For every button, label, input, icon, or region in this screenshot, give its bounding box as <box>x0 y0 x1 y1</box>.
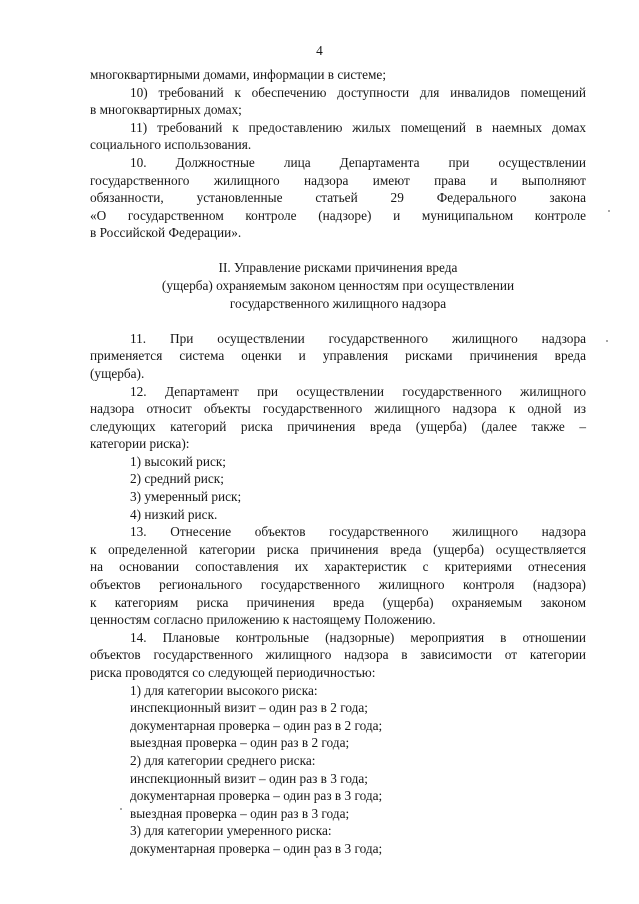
text-line: к категориям риска причинения вреда (ущерба) охраняемым законом <box>90 594 586 610</box>
document-body <box>90 66 586 858</box>
scan-speck <box>606 340 608 342</box>
paragraph-p12 <box>90 383 586 524</box>
paragraph-p11b <box>90 330 586 383</box>
text-line: 10. Должностные лица Департамента при осуществлении <box>130 154 586 170</box>
scan-speck <box>316 856 318 858</box>
text-line: риска проводятся со следующей периодичностью: <box>90 665 376 680</box>
text-line: 3) умеренный риск; <box>130 489 242 505</box>
text-line: 2) средний риск; <box>130 471 224 487</box>
section-heading-line: (ущерба) охраняемым законом ценностям при осуществлении <box>161 278 515 294</box>
spacer <box>90 242 586 260</box>
text-line: следующих категорий риска причинения вреда (ущерба) (далее также – <box>90 418 586 434</box>
text-line: ценностям согласно приложению к настоящему Положению. <box>90 612 436 628</box>
section-heading <box>90 259 586 312</box>
scan-speck <box>120 808 122 810</box>
text-line: 1) для категории высокого риска: <box>130 682 318 698</box>
text-line: в многоквартирных домах; <box>90 102 242 118</box>
text-line: 13. Отнесение объектов государственного жилищного надзора <box>130 524 586 540</box>
text-line: применяется система оценки и управления рисками причинения вреда <box>90 348 586 364</box>
paragraph-p10 <box>90 84 586 119</box>
text-line: 11) требований к предоставлению жилых помещений в наемных домах <box>130 119 586 135</box>
text-line: «О государственном контроле (надзоре) и муниципальном контроле <box>90 207 586 223</box>
page-number: 4 <box>316 43 323 58</box>
text-line: к определенной категории риска причинения вреда (ущерба) осуществляется <box>90 541 586 557</box>
text-line: документарная проверка – один раз в 2 года; <box>130 717 383 733</box>
text-line: 14. Плановые контрольные (надзорные) мероприятия в отношении <box>130 629 586 645</box>
scan-speck <box>608 210 610 212</box>
text-line: 10) требований к обеспечению доступности для инвалидов помещений <box>130 84 586 100</box>
text-line: 11. При осуществлении государственного жилищного надзора <box>130 330 586 346</box>
text-line: 12. Департамент при осуществлении государственного жилищного <box>130 383 586 399</box>
spacer <box>90 312 586 330</box>
text-line: 3) для категории умеренного риска: <box>130 823 332 839</box>
paragraph-p11 <box>90 119 586 154</box>
text-line: объектов государственного жилищного надзора в зависимости от категории <box>90 647 586 663</box>
text-line: надзора относит объекты государственного жилищного надзора к одной из <box>90 401 586 417</box>
text-line: объектов регионального государственного жилищного контроля (надзора) <box>90 577 586 593</box>
text-line: 1) высокий риск; <box>130 453 226 469</box>
text-line: инспекционный визит – один раз в 3 года; <box>130 770 369 786</box>
text-line: 4) низкий риск. <box>130 506 218 522</box>
text-line: многоквартирными домами, информации в системе; <box>90 67 387 82</box>
text-line: категории риска): <box>90 436 190 452</box>
paragraph-p13 <box>90 523 586 629</box>
text-line: документарная проверка – один раз в 3 года; <box>130 840 383 856</box>
text-line: инспекционный визит – один раз в 2 года; <box>130 700 369 716</box>
text-line: выездная проверка – один раз в 2 года; <box>130 735 350 751</box>
paragraph-p_cont <box>90 66 586 84</box>
section-heading-line: государственного жилищного надзора <box>229 295 447 311</box>
paragraph-p14 <box>90 629 586 858</box>
text-line: на основании сопоставления их характеристик с критериями отнесения <box>90 559 586 575</box>
text-line: документарная проверка – один раз в 3 года; <box>130 788 383 804</box>
text-line: социального использования. <box>90 137 252 153</box>
text-line: обязанности, установленные статьей 29 Федерального закона <box>90 190 586 206</box>
text-line: государственного жилищного надзора имеют права и выполняют <box>90 172 586 188</box>
paragraphs-bottom <box>90 330 586 858</box>
paragraphs-top <box>90 66 586 242</box>
text-line: в Российской Федерации». <box>90 225 242 241</box>
text-line: (ущерба). <box>90 365 145 381</box>
paragraph-p10b <box>90 154 586 242</box>
text-line: 2) для категории среднего риска: <box>130 752 316 768</box>
text-line: выездная проверка – один раз в 3 года; <box>130 805 350 821</box>
section-heading-line: II. Управление рисками причинения вреда <box>218 260 458 276</box>
